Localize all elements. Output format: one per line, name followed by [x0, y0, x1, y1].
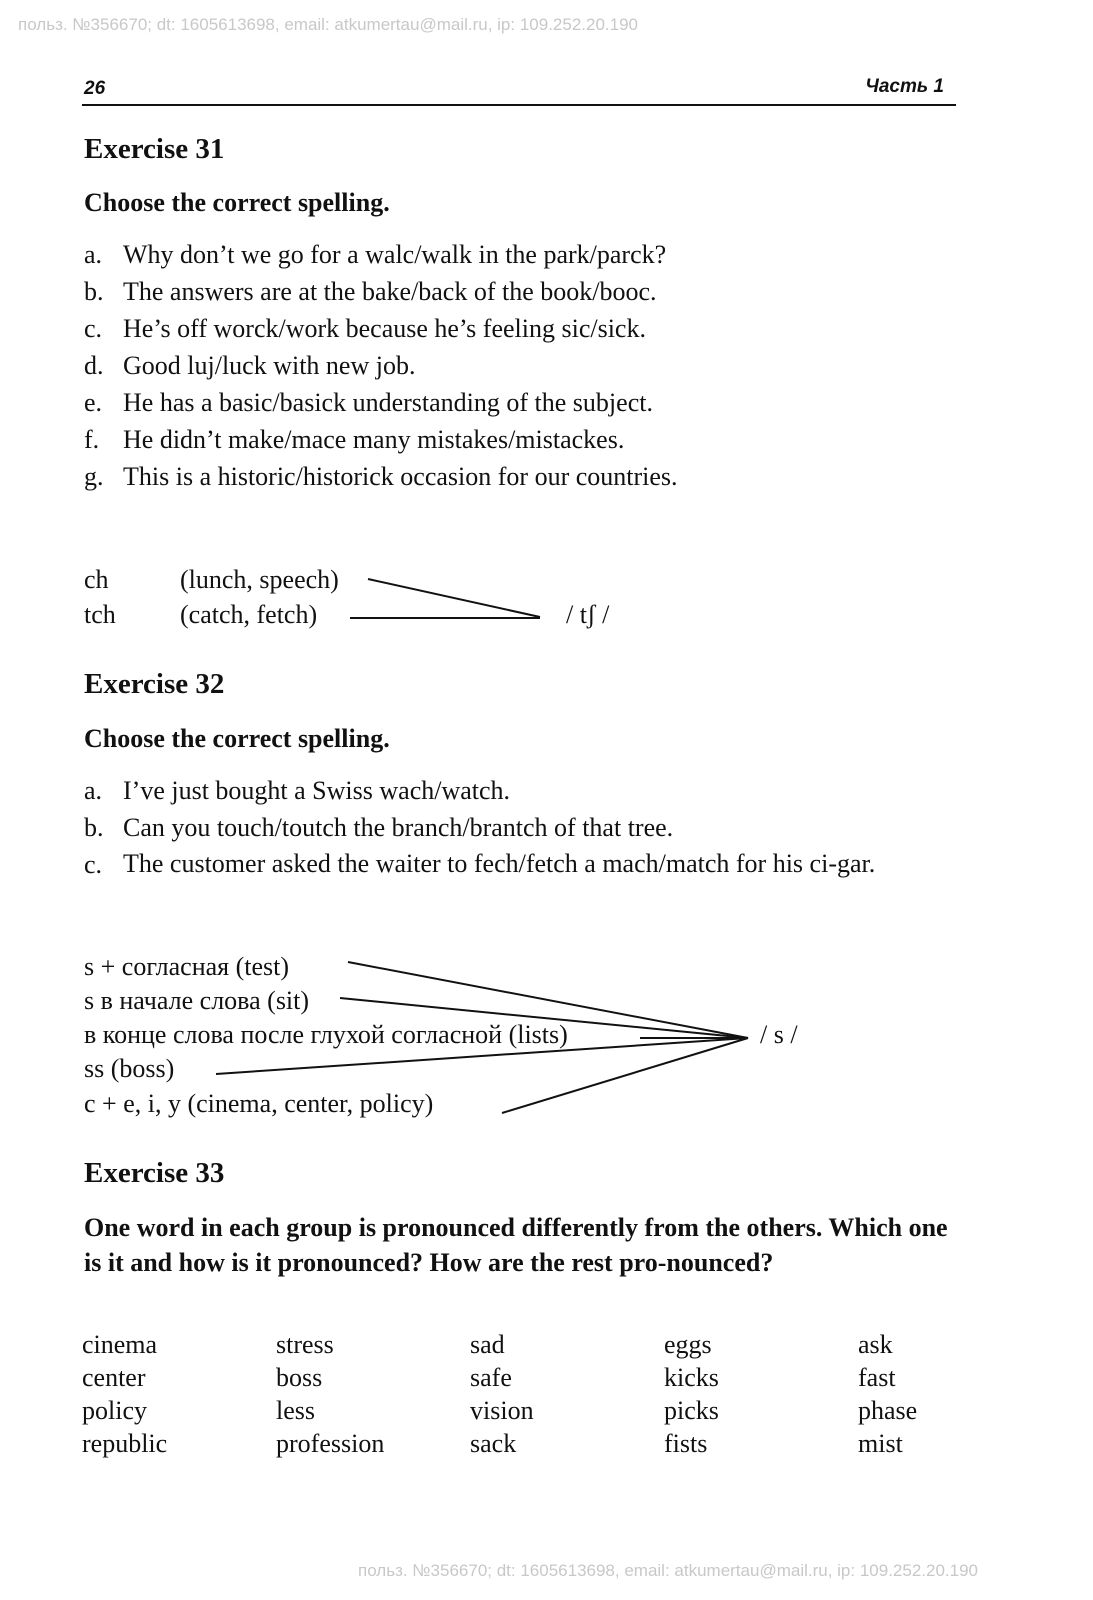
word: policy [82, 1396, 147, 1425]
rule-s-row: в конце слова после глухой согласной (lists) [84, 1020, 568, 1049]
item-text: The answers are at the bake/back of the book/booc. [123, 277, 657, 306]
item-text: This is a historic/historick occasion for our countries. [123, 462, 678, 491]
word: center [82, 1363, 146, 1392]
item-text: Can you touch/toutch the branch/brantch of that tree. [123, 813, 674, 842]
item-marker: b. [84, 277, 104, 306]
word: profession [276, 1429, 385, 1458]
item-marker: b. [84, 813, 104, 842]
connector-line-s2 [340, 998, 748, 1038]
word: stress [276, 1330, 334, 1359]
watermark-bottom: польз. №356670; dt: 1605613698, email: atkumertau@mail.ru, ip: 109.252.20.190 [358, 1561, 979, 1580]
item-marker: a. [84, 776, 103, 805]
rule-s-row: s + согласная (test) [84, 952, 290, 981]
rule-s-row: c + e, i, y (cinema, center, policy) [84, 1089, 434, 1118]
rule-s-row: ss (boss) [84, 1054, 175, 1083]
word: safe [470, 1363, 512, 1392]
rule-s-row: s в начале слова (sit) [84, 986, 310, 1015]
word: phase [858, 1396, 918, 1425]
exercise-31-title: Exercise 31 [84, 133, 225, 165]
watermark-top: польз. №356670; dt: 1605613698, email: atkumertau@mail.ru, ip: 109.252.20.190 [18, 15, 639, 34]
word: kicks [664, 1363, 719, 1392]
exercise-33-instruction: One word in each group is pronounced differently from the others. Which one is it and how is it pronounced? How are the rest pro-nounced? [84, 1213, 948, 1277]
connector-line-s1 [348, 962, 748, 1038]
word: less [276, 1396, 315, 1425]
exercise-32-instruction: Choose the correct spelling. [84, 724, 390, 753]
item-text: He’s off worck/work because he’s feeling sic/sick. [123, 314, 646, 343]
item-marker: f. [84, 425, 100, 454]
rule-tch-examples: (catch, fetch) [180, 600, 318, 629]
word: picks [664, 1396, 719, 1425]
rule-ch-spelling: ch [84, 565, 109, 594]
word: ask [858, 1330, 893, 1359]
item-text: He didn’t make/mace many mistakes/mistackes. [123, 425, 625, 454]
item-marker: e. [84, 388, 103, 417]
word: mist [858, 1429, 903, 1458]
word: vision [470, 1396, 534, 1425]
word: eggs [664, 1330, 712, 1359]
item-marker: a. [84, 240, 103, 269]
connector-line-s5 [502, 1038, 748, 1113]
item-text: Good luj/luck with new job. [123, 351, 416, 380]
word: fists [664, 1429, 708, 1458]
item-marker: d. [84, 351, 104, 380]
rule-tch-spelling: tch [84, 600, 116, 629]
item-text: The customer asked the waiter to fech/fetch a mach/match for his ci-gar. [123, 849, 876, 878]
item-marker: c. [84, 314, 103, 343]
rule-ch-examples: (lunch, speech) [180, 565, 339, 594]
word: sad [470, 1330, 505, 1359]
item-text: I’ve just bought a Swiss wach/watch. [123, 776, 511, 805]
exercise-33-title: Exercise 33 [84, 1157, 225, 1189]
item-text: He has a basic/basick understanding of the subject. [123, 388, 653, 417]
connector-line-ch [368, 579, 540, 617]
word: sack [470, 1429, 517, 1458]
word: republic [82, 1429, 168, 1458]
exercise-32-title: Exercise 32 [84, 668, 225, 700]
page-number: 26 [84, 78, 106, 99]
exercise-31-instruction: Choose the correct spelling. [84, 188, 390, 217]
rule-ch-sound: / tʃ / [566, 600, 610, 629]
item-marker: c. [84, 850, 103, 879]
word: fast [858, 1363, 896, 1392]
item-marker: g. [84, 462, 104, 491]
part-label: Часть 1 [865, 76, 944, 97]
item-text: Why don’t we go for a walc/walk in the park/parck? [123, 240, 667, 269]
connector-line-s4 [216, 1038, 748, 1074]
rule-s-sound: / s / [760, 1020, 798, 1049]
word: boss [276, 1363, 323, 1392]
word: cinema [82, 1330, 158, 1359]
